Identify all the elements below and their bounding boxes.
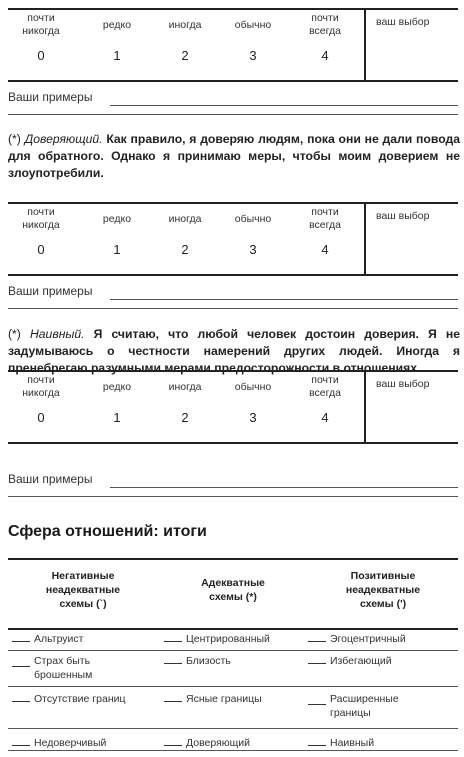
schema-naive: Наивный xyxy=(330,737,375,749)
schema-clear-boundaries: Ясные границы xyxy=(186,693,262,705)
scale-number-2: 2 xyxy=(181,242,189,257)
paragraph-text-trusting: Как правило, я доверяю людям, пока они не дали повода для обратного. Однако я принимаю меры, чтобы моим доверием не злоупотребили. xyxy=(8,132,460,180)
checkbox-blank[interactable] xyxy=(12,654,30,667)
schema-centered: Центрированный xyxy=(186,633,270,645)
choice-divider xyxy=(364,372,366,442)
scale-number-3: 3 xyxy=(249,242,257,257)
table-row xyxy=(8,628,458,651)
examples-input-3[interactable] xyxy=(110,487,458,488)
scale-number-1: 1 xyxy=(113,48,121,63)
scale-number-0: 0 xyxy=(37,48,45,63)
rating-scale-2 xyxy=(8,202,458,276)
paragraph-text-naive: Я считаю, что любой человек достоин доверия. Я не задумываюсь о честности намерений других людей. Иногда я пренебрегаю разумными мерами предосторожности в отношениях. xyxy=(8,327,461,375)
paragraph-trusting xyxy=(8,131,460,182)
checkbox-blank[interactable] xyxy=(12,641,30,642)
examples-label: Ваши примеры xyxy=(8,90,93,104)
scale-number-2: 2 xyxy=(181,410,189,425)
table-row xyxy=(8,650,458,687)
scale-number-3: 3 xyxy=(249,410,257,425)
schema-egocentric: Эгоцентричный xyxy=(330,633,406,645)
scale-number-0: 0 xyxy=(37,242,45,257)
your-choice-field[interactable]: ваш выбор xyxy=(376,210,430,222)
table-row xyxy=(8,686,458,729)
examples-input-1b[interactable] xyxy=(8,114,458,115)
scale-number-1: 1 xyxy=(113,410,121,425)
scale-label-never: почти никогда xyxy=(22,374,60,399)
scale-label-usually: обычно xyxy=(234,380,272,393)
checkbox-blank[interactable] xyxy=(308,692,326,705)
scale-label-rarely: редко xyxy=(102,18,132,31)
schema-name-naive: Наивный. xyxy=(29,327,85,341)
rating-scale-3 xyxy=(8,370,458,444)
schema-name-trusting: Доверяющий. xyxy=(24,132,103,146)
scale-label-usually: обычно xyxy=(234,18,272,31)
scale-label-rarely: редко xyxy=(102,380,132,393)
scale-label-always: почти всегда xyxy=(309,374,341,399)
examples-input-3b[interactable] xyxy=(8,496,458,497)
examples-row-1 xyxy=(8,90,458,108)
scale-label-sometimes: иногда xyxy=(168,212,202,225)
scale-number-1: 1 xyxy=(113,242,121,257)
checkbox-blank[interactable] xyxy=(164,641,182,642)
scale-number-4: 4 xyxy=(321,48,329,63)
scale-number-2: 2 xyxy=(181,48,189,63)
schema-closeness: Близость xyxy=(186,655,231,667)
schema-extended-boundaries: Расширенные границы xyxy=(330,693,399,719)
schema-avoidant: Избегающий xyxy=(330,655,392,667)
scale-label-always: почти всегда xyxy=(309,206,341,231)
scale-label-always: почти всегда xyxy=(309,12,341,37)
scale-label-sometimes: иногда xyxy=(168,18,202,31)
schema-fear-of-abandonment: Страх быть брошенным xyxy=(34,655,93,681)
checkbox-blank[interactable] xyxy=(308,641,326,642)
scale-label-usually: обычно xyxy=(234,212,272,225)
choice-divider xyxy=(364,204,366,274)
scale-number-4: 4 xyxy=(321,242,329,257)
summary-table-header xyxy=(8,558,458,630)
checkbox-blank[interactable] xyxy=(164,663,182,664)
rating-scale-1 xyxy=(8,8,458,82)
header-negative: Негативные неадекватные схемы (`) xyxy=(45,570,121,610)
schema-trusting: Доверяющий xyxy=(186,737,251,749)
scale-label-rarely: редко xyxy=(102,212,132,225)
checkbox-blank[interactable] xyxy=(308,663,326,664)
schema-no-boundaries: Отсутствие границ xyxy=(34,693,126,705)
your-choice-field[interactable]: ваш выбор xyxy=(376,378,430,390)
checkbox-blank[interactable] xyxy=(12,701,30,702)
checkbox-blank[interactable] xyxy=(164,745,182,746)
checkbox-blank[interactable] xyxy=(12,745,30,746)
checkbox-blank[interactable] xyxy=(308,745,326,746)
schema-distrustful: Недоверчивый xyxy=(34,737,107,749)
mark-positive: (*) xyxy=(8,327,21,341)
schema-altruist: Альтруист xyxy=(34,633,84,645)
mark-adequate: (*) xyxy=(8,132,21,146)
scale-number-0: 0 xyxy=(37,410,45,425)
examples-row-2 xyxy=(8,284,458,302)
scale-label-never: почти никогда xyxy=(22,12,60,37)
choice-divider xyxy=(364,10,366,80)
examples-row-3 xyxy=(8,472,458,490)
scale-number-4: 4 xyxy=(321,410,329,425)
scale-label-never: почти никогда xyxy=(22,206,60,231)
examples-label: Ваши примеры xyxy=(8,284,93,298)
scale-number-3: 3 xyxy=(249,48,257,63)
examples-input-2b[interactable] xyxy=(8,308,458,309)
header-adequate: Адекватные схемы (*) xyxy=(201,577,265,603)
examples-label: Ваши примеры xyxy=(8,472,93,486)
examples-input-1[interactable] xyxy=(110,105,458,106)
scale-label-sometimes: иногда xyxy=(168,380,202,393)
table-row xyxy=(8,728,458,751)
your-choice-field[interactable]: ваш выбор xyxy=(376,16,430,28)
examples-input-2[interactable] xyxy=(110,299,458,300)
header-positive: Позитивные неадекватные схемы (') xyxy=(345,570,421,610)
summary-title: Сфера отношений: итоги xyxy=(8,523,207,540)
checkbox-blank[interactable] xyxy=(164,701,182,702)
